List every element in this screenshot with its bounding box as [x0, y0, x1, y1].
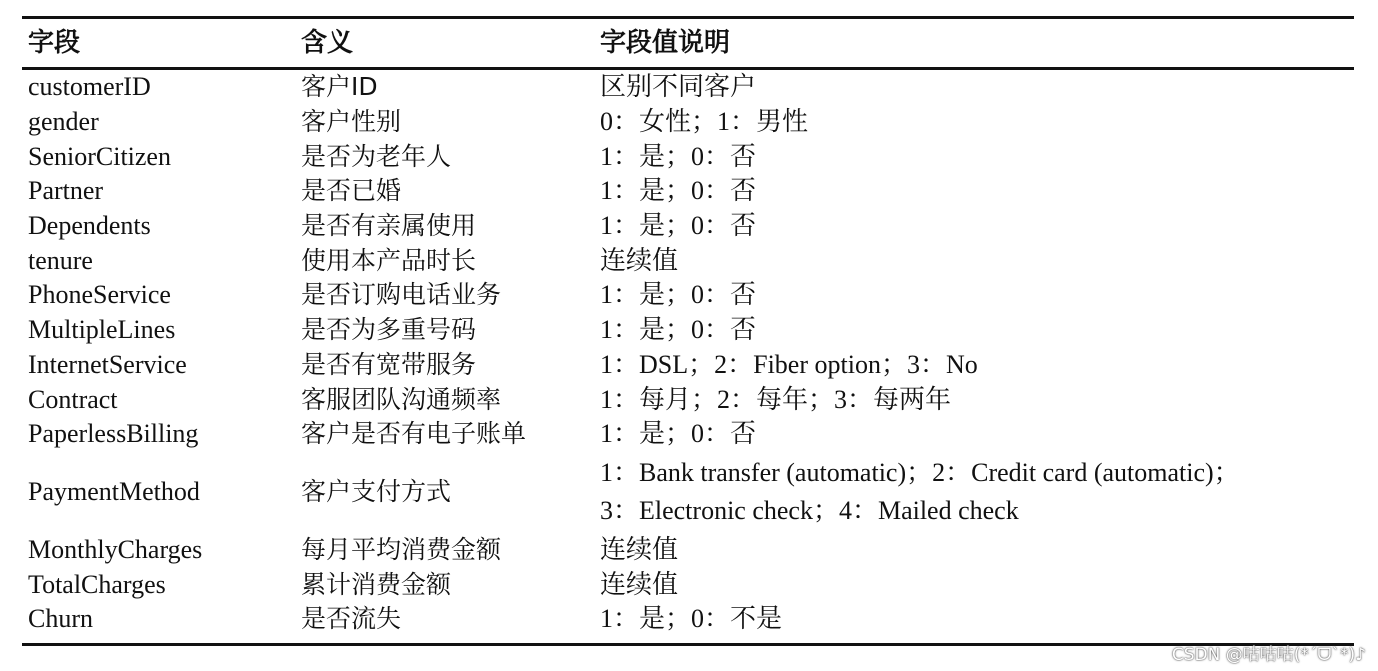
- cell-value-description: [600, 567, 678, 602]
- table-row: [0, 602, 1378, 637]
- cell-meaning: 客户性别: [301, 107, 402, 137]
- cell-field-name: PaymentMethod: [28, 477, 200, 507]
- cell-value-description: [600, 209, 756, 244]
- cell-field-name: PaperlessBilling: [28, 419, 199, 449]
- header-field: 字段: [28, 28, 81, 58]
- cell-meaning: 每月平均消费金额: [301, 534, 502, 564]
- cell-meaning: 累计消费金额: [301, 569, 452, 599]
- cell-field-name: gender: [28, 107, 99, 137]
- cell-value-description: [600, 452, 1240, 533]
- cell-value-description: [600, 70, 756, 105]
- table-row: [0, 348, 1378, 383]
- table-row: [0, 174, 1378, 209]
- cell-meaning: 客服团队沟通频率: [301, 384, 502, 414]
- cell-meaning: 使用本产品时长: [301, 245, 477, 275]
- table-row: [0, 382, 1378, 417]
- cell-field-name: tenure: [28, 245, 93, 275]
- cell-value-description: [600, 313, 756, 348]
- cell-value-description: [600, 278, 756, 313]
- cell-value-description: [600, 243, 678, 278]
- value-line: 1：是；0：否: [600, 280, 757, 310]
- cell-meaning: 是否为多重号码: [301, 315, 477, 345]
- value-line: 3：Electronic check；4：Mailed check: [600, 496, 1019, 526]
- value-line: 1：Bank transfer (automatic)；2：Credit card (automatic)；: [600, 458, 1240, 488]
- cell-value-description: [600, 417, 756, 452]
- value-line: 连续值: [600, 245, 679, 275]
- value-line: 连续值: [600, 534, 679, 564]
- cell-field-name: SeniorCitizen: [28, 141, 171, 171]
- cell-meaning: 是否有亲属使用: [301, 211, 477, 241]
- cell-meaning: 是否为老年人: [301, 141, 452, 171]
- table-row: [0, 567, 1378, 602]
- cell-value-description: [600, 174, 756, 209]
- table-header-row: [0, 19, 1378, 67]
- cell-meaning: 是否订购电话业务: [301, 280, 502, 310]
- value-line: 1：是；0：否: [600, 419, 757, 449]
- table-row: [0, 533, 1378, 568]
- table-row: [0, 70, 1378, 105]
- cell-meaning: 是否有宽带服务: [301, 349, 477, 379]
- header-meaning: 含义: [301, 28, 354, 58]
- cell-meaning: 客户是否有电子账单: [301, 419, 527, 449]
- value-line: 1：是；0：否: [600, 315, 757, 345]
- cell-value-description: [600, 602, 782, 637]
- table-row: [0, 313, 1378, 348]
- value-line: 1：是；0：不是: [600, 604, 783, 634]
- cell-field-name: PhoneService: [28, 280, 171, 310]
- cell-value-description: [600, 139, 756, 174]
- cell-meaning: 客户ID: [301, 72, 378, 102]
- table-row: [0, 209, 1378, 244]
- header-value-description: 字段值说明: [600, 28, 731, 58]
- cell-value-description: [600, 533, 678, 568]
- value-line: 1：是；0：否: [600, 176, 757, 206]
- cell-meaning: 客户支付方式: [301, 477, 452, 507]
- value-line: 0：女性；1：男性: [600, 107, 809, 137]
- cell-field-name: Dependents: [28, 211, 151, 241]
- cell-field-name: Partner: [28, 176, 104, 206]
- value-line: 1：是；0：否: [600, 211, 757, 241]
- watermark: CSDN @咕咕咕(*ˊᗜˋ*)♪: [1171, 645, 1366, 665]
- table-body: [0, 70, 1378, 637]
- value-line: 1：是；0：否: [600, 141, 757, 171]
- cell-field-name: MultipleLines: [28, 315, 176, 345]
- value-line: 连续值: [600, 569, 679, 599]
- value-line: 1：每月；2：每年；3：每两年: [600, 384, 952, 414]
- table-row: [0, 417, 1378, 452]
- table-bottom-rule: [22, 643, 1354, 646]
- cell-field-name: TotalCharges: [28, 569, 166, 599]
- value-line: 1：DSL；2：Fiber option；3：No: [600, 349, 978, 379]
- cell-value-description: [600, 382, 951, 417]
- cell-field-name: Churn: [28, 604, 93, 634]
- cell-field-name: customerID: [28, 72, 151, 102]
- table-row: [0, 105, 1378, 140]
- table-row: [0, 139, 1378, 174]
- table-row: [0, 452, 1378, 533]
- cell-meaning: 是否已婚: [301, 176, 402, 206]
- cell-field-name: Contract: [28, 384, 118, 414]
- cell-value-description: [600, 348, 978, 383]
- cell-field-name: InternetService: [28, 349, 187, 379]
- table-row: [0, 278, 1378, 313]
- cell-meaning: 是否流失: [301, 604, 402, 634]
- table-row: [0, 243, 1378, 278]
- cell-field-name: MonthlyCharges: [28, 534, 203, 564]
- value-line: 区别不同客户: [600, 72, 757, 102]
- cell-value-description: [600, 105, 808, 140]
